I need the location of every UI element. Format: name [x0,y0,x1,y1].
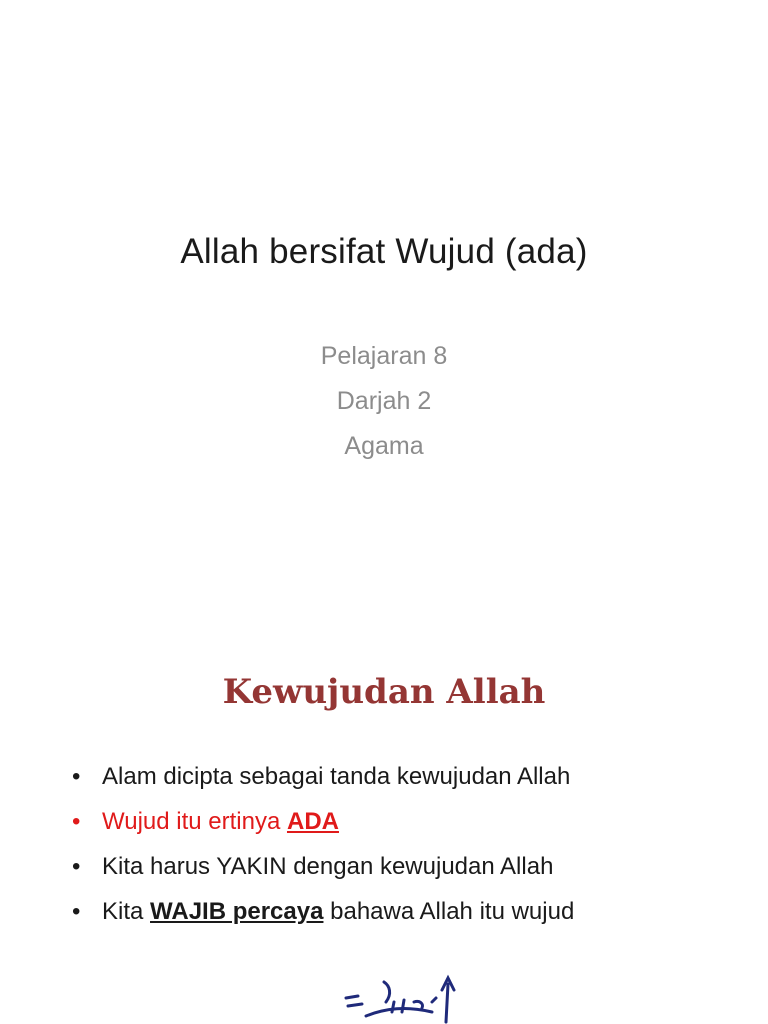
content-slide [0,576,768,1024]
bullet-dot-icon: • [72,808,81,835]
subtitle-line: Agama [344,432,424,460]
bullet-emphasis: ADA [286,808,339,835]
bullet-text: Wujud itu ertinya [102,808,287,835]
bullet-dot-icon: • [72,763,81,790]
subtitle-line: Pelajaran 8 [320,342,448,370]
bullet-dot-icon: • [72,853,81,880]
slide-title: Allah bersifat Wujud (ada) [180,232,588,271]
bullet-text: Kita [102,898,151,925]
subtitle-line: Darjah 2 [336,387,432,415]
bullet-list [72,754,574,934]
bullet-item [72,889,574,934]
bullet-text: Alam dicipta sebagai tanda kewujudan Allah [102,763,571,790]
slide-subtitle [0,334,768,469]
slide-heading: Kewujudan Allah [222,672,546,712]
bullet-item [72,754,574,799]
bullet-text: Kita harus YAKIN dengan kewujudan Allah [102,853,554,880]
bullet-text: bahawa Allah itu wujud [323,898,575,925]
bullet-dot-icon: • [72,898,81,925]
bullet-item [72,844,574,889]
arabic-calligraphy-icon [336,972,466,1024]
bullet-emphasis: WAJIB percaya [150,898,324,925]
bullet-item [72,799,574,844]
